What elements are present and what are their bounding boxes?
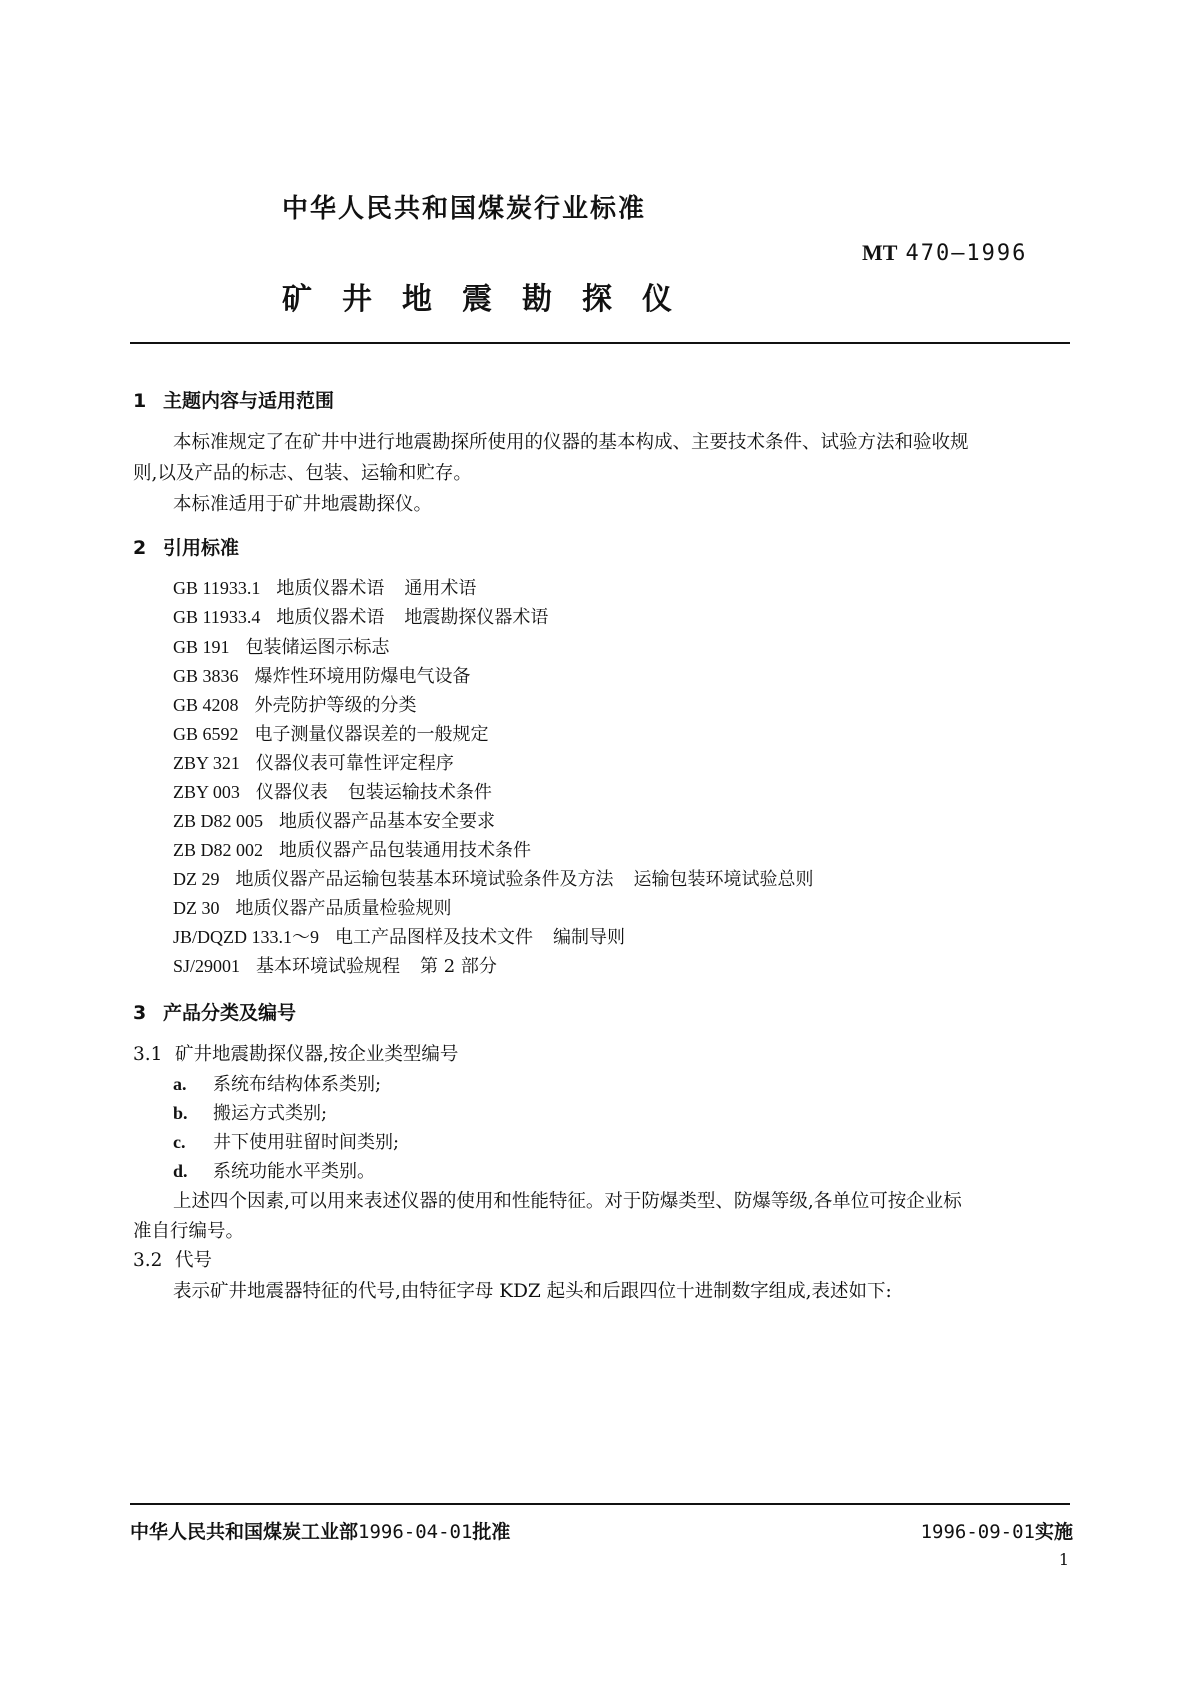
section-2-heading — [133, 533, 239, 560]
reference-code: GB 4208 — [173, 695, 239, 715]
reference-item — [173, 894, 452, 920]
section-1-title: 主题内容与适用范围 — [163, 390, 335, 412]
section-3-title: 产品分类及编号 — [163, 1002, 297, 1024]
reference-code: ZB D82 002 — [173, 840, 263, 860]
reference-subtitle: 包装运输技术条件 — [347, 782, 492, 803]
section-1-heading — [133, 386, 334, 413]
reference-code: ZB D82 005 — [173, 811, 263, 831]
reference-item — [173, 633, 390, 659]
reference-title: 地质仪器产品运输包装基本环境试验条件及方法 — [235, 869, 614, 890]
reference-title: 基本环境试验规程 — [256, 956, 401, 977]
subsection-3-2-text: 代号 — [175, 1250, 213, 1271]
section-3-para-line2: 准自行编号。 — [133, 1221, 245, 1242]
reference-title: 外壳防护等级的分类 — [254, 695, 417, 716]
section-2-title: 引用标准 — [163, 537, 240, 559]
reference-code: GB 11933.4 — [173, 607, 261, 627]
implementation-line — [921, 1517, 1073, 1544]
reference-item — [173, 749, 454, 775]
header-divider — [130, 342, 1070, 344]
reference-title: 地质仪器产品包装通用技术条件 — [279, 840, 531, 861]
reference-title: 地质仪器术语 — [276, 578, 385, 599]
section-1-para2: 本标准适用于矿井地震勘探仪。 — [173, 494, 433, 515]
reference-code: ZBY 003 — [173, 782, 240, 802]
reference-subtitle: 地震勘探仪器术语 — [404, 607, 549, 628]
reference-title: 地质仪器产品基本安全要求 — [279, 811, 495, 832]
reference-code: DZ 30 — [173, 898, 220, 918]
subsection-3-2-para: 表示矿井地震器特征的代号,由特征字母 KDZ 起头和后跟四位十进制数字组成,表述如下: — [173, 1281, 892, 1302]
document-title: 矿井地震勘探仪 — [282, 282, 702, 317]
subsection-3-2 — [133, 1246, 212, 1272]
reference-code: JB/DQZD 133.1～9 — [173, 927, 320, 947]
reference-item — [173, 923, 625, 949]
list-item-mark: b. — [173, 1103, 188, 1123]
list-item-text: 系统布结构体系类别; — [213, 1074, 382, 1095]
approval-org: 中华人民共和国煤炭工业部 — [130, 1521, 359, 1543]
section-3-number: 3 — [133, 1002, 147, 1024]
list-item-mark: a. — [173, 1074, 187, 1094]
implementation-label: 实施 — [1034, 1521, 1073, 1543]
list-item — [173, 1157, 375, 1183]
reference-item — [173, 574, 476, 600]
reference-title: 地质仪器产品质量检验规则 — [235, 898, 452, 919]
standard-code — [862, 240, 1027, 266]
reference-item — [173, 662, 471, 688]
approval-date: 1996-04-01 — [358, 1521, 473, 1543]
section-1-number: 1 — [133, 390, 147, 412]
section-2-number: 2 — [133, 537, 147, 559]
list-item-mark: c. — [173, 1132, 186, 1152]
subsection-3-1 — [133, 1040, 458, 1066]
reference-item — [173, 778, 492, 804]
reference-item — [173, 807, 495, 833]
section-3-para-line1: 上述四个因素,可以用来表述仪器的使用和性能特征。对于防爆类型、防爆等级,各单位可按企业标 — [173, 1191, 962, 1212]
reference-title: 电子测量仪器误差的一般规定 — [254, 724, 489, 745]
reference-title: 地质仪器术语 — [276, 607, 385, 628]
list-item — [173, 1099, 327, 1125]
approval-line — [130, 1517, 510, 1544]
reference-title: 电工产品图样及技术文件 — [335, 927, 534, 948]
list-item-text: 系统功能水平类别。 — [213, 1161, 375, 1182]
reference-subtitle: 编制导则 — [553, 927, 626, 948]
reference-subtitle: 第 2 部分 — [420, 956, 497, 977]
standard-code-prefix: MT — [862, 240, 898, 265]
list-item-text: 搬运方式类别; — [213, 1103, 328, 1124]
reference-item — [173, 836, 531, 862]
subsection-3-1-text: 矿井地震勘探仪器,按企业类型编号 — [175, 1044, 459, 1065]
standard-organization: 中华人民共和国煤炭行业标准 — [282, 194, 647, 224]
reference-item — [173, 691, 417, 717]
reference-item — [173, 720, 489, 746]
subsection-3-1-number: 3.1 — [133, 1044, 163, 1065]
reference-title: 爆炸性环境用防爆电气设备 — [254, 666, 471, 687]
footer-divider — [130, 1503, 1070, 1505]
reference-code: GB 191 — [173, 637, 230, 657]
list-item — [173, 1070, 381, 1096]
list-item-text: 井下使用驻留时间类别; — [213, 1132, 400, 1153]
reference-item — [173, 952, 497, 978]
reference-code: DZ 29 — [173, 869, 220, 889]
reference-subtitle: 通用术语 — [404, 578, 477, 599]
implementation-date: 1996-09-01 — [920, 1521, 1035, 1543]
page-number: 1 — [1058, 1550, 1069, 1569]
section-1-para1-line1: 本标准规定了在矿井中进行地震勘探所使用的仪器的基本构成、主要技术条件、试验方法和验收规 — [173, 432, 969, 453]
section-1-para1-line2: 则,以及产品的标志、包装、运输和贮存。 — [133, 463, 472, 484]
reference-code: GB 3836 — [173, 666, 239, 686]
reference-code: SJ/29001 — [173, 956, 241, 976]
reference-title: 包装储运图示标志 — [245, 637, 390, 658]
reference-item — [173, 603, 548, 629]
reference-code: ZBY 321 — [173, 753, 240, 773]
reference-subtitle: 运输包装环境试验总则 — [633, 869, 814, 890]
approval-label: 批准 — [472, 1521, 511, 1543]
subsection-3-2-number: 3.2 — [133, 1250, 163, 1271]
section-3-heading — [133, 998, 296, 1025]
reference-code: GB 11933.1 — [173, 578, 261, 598]
standard-code-number: 470—1996 — [905, 241, 1028, 266]
list-item-mark: d. — [173, 1161, 188, 1181]
list-item — [173, 1128, 399, 1154]
reference-title: 仪器仪表可靠性评定程序 — [255, 753, 454, 774]
reference-item — [173, 865, 814, 891]
reference-code: GB 6592 — [173, 724, 239, 744]
reference-title: 仪器仪表 — [255, 782, 328, 803]
